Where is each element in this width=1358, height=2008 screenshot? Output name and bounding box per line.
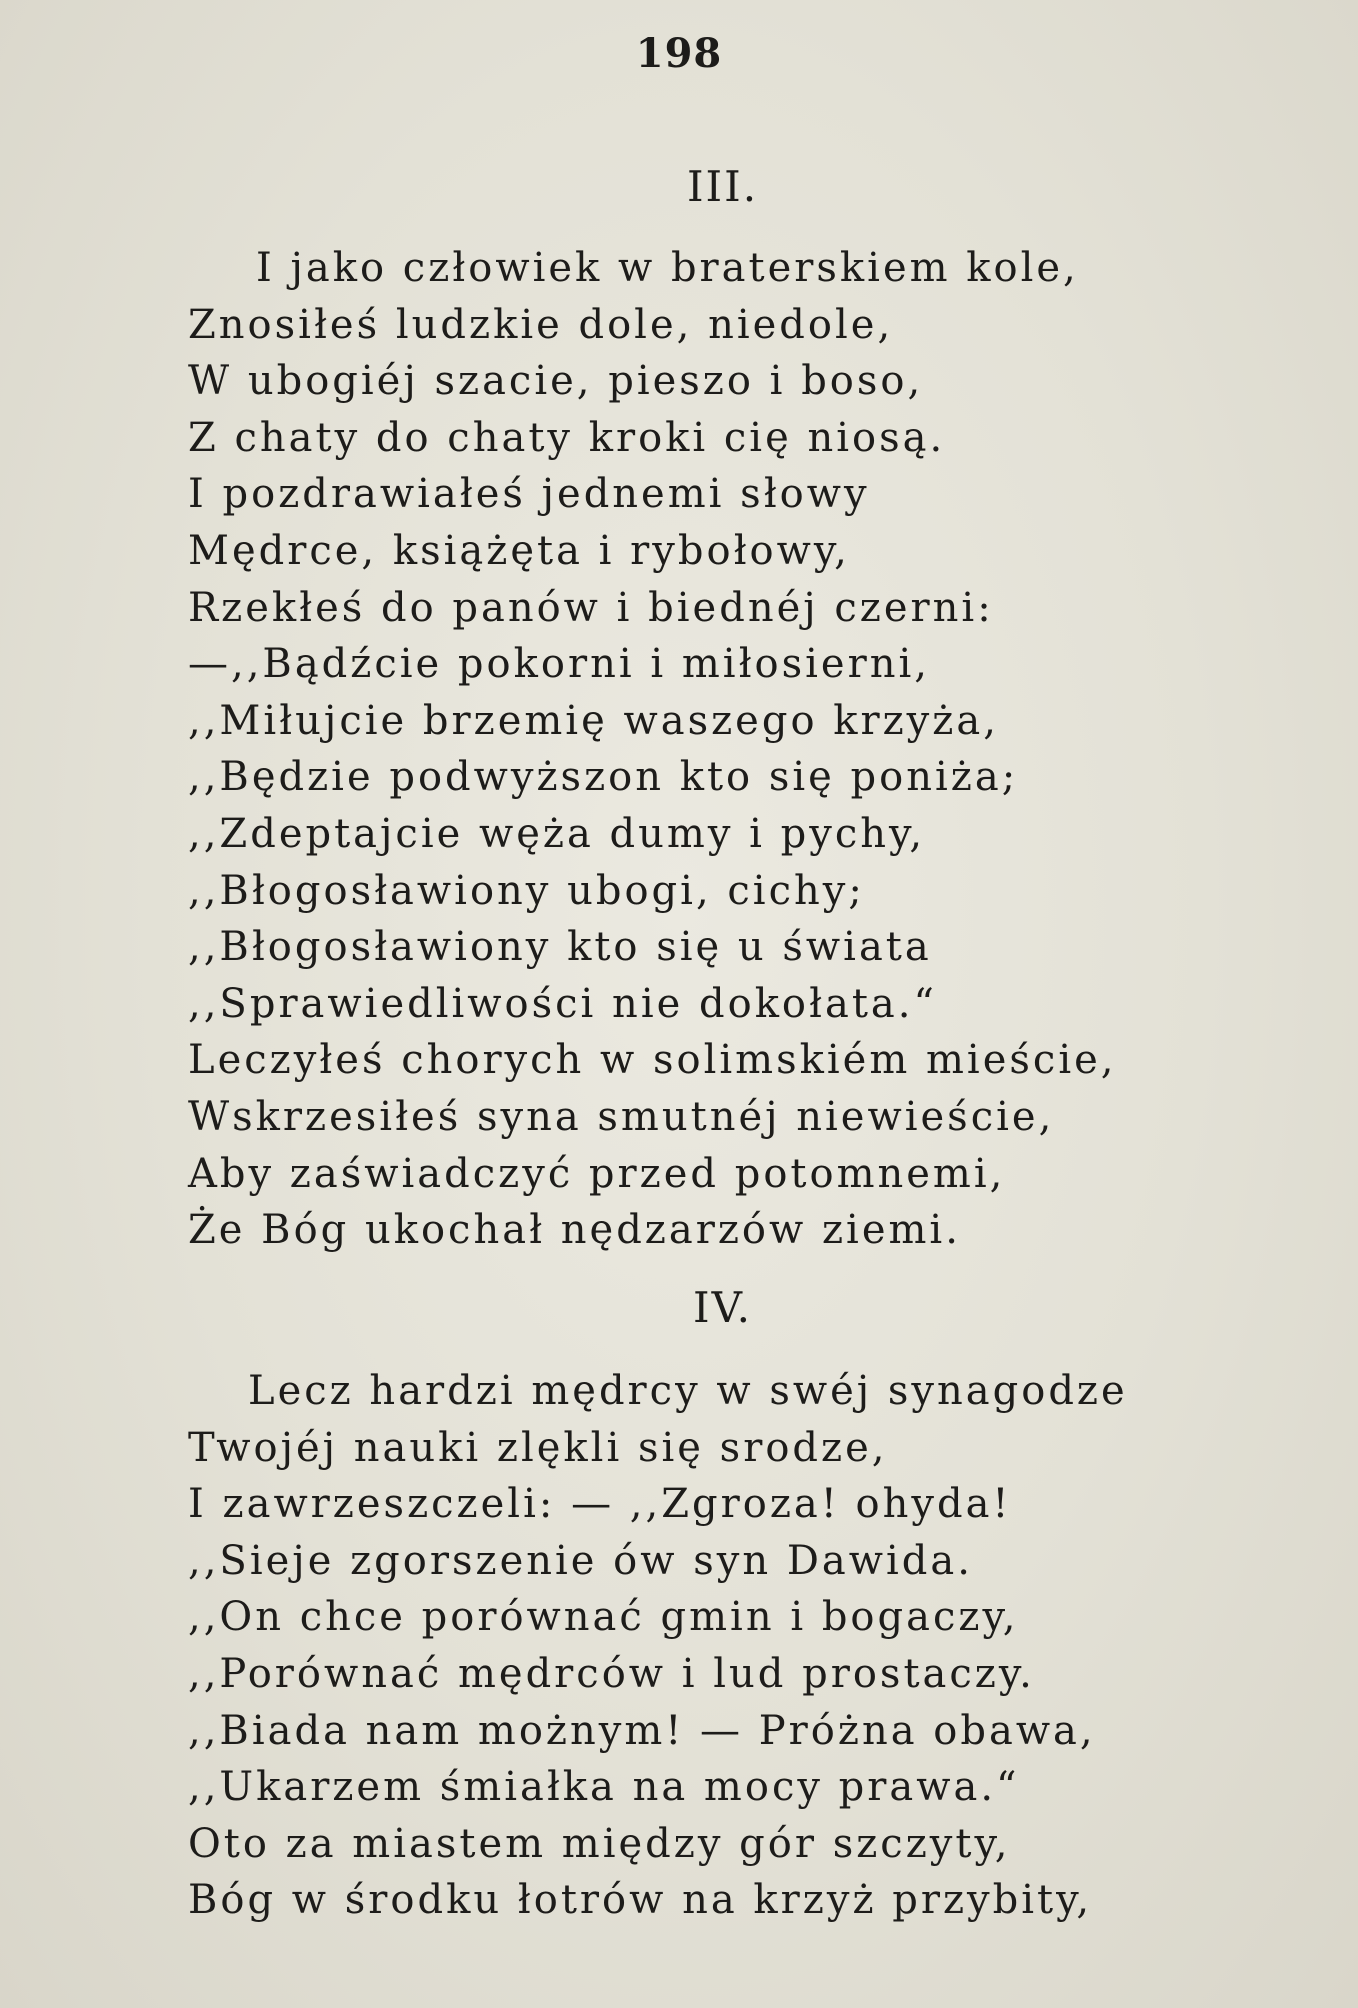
section-heading-iii: III. — [686, 162, 759, 211]
verse-line: I zawrzeszczeli: — ,,Zgroza! ohyda! — [188, 1481, 1012, 1528]
verse-line: ,,Sprawiedliwości nie dokołata.“ — [188, 980, 937, 1027]
verse-line: Że Bóg ukochał nędzarzów ziemi. — [188, 1207, 961, 1254]
verse-line: Mędrce, książęta i rybołowy, — [188, 527, 850, 574]
verse-line: I jako człowiek w braterskiem kole, — [256, 245, 1079, 291]
verse-line: Aby zaświadczyć przed potomnemi, — [188, 1150, 1006, 1197]
page-number: 198 — [635, 30, 723, 77]
verse-line: Wskrzesiłeś syna smutnéj niewieście, — [188, 1093, 1055, 1140]
verse-line: Leczyłeś chorych w solimskiém mieście, — [188, 1037, 1117, 1084]
verse-line: ,,Miłujcie brzemię waszego krzyża, — [188, 697, 999, 744]
verse-line: Oto za miastem między gór szczyty, — [188, 1820, 1011, 1867]
verse-line: Znosiłeś ludzkie dole, niedole, — [188, 301, 894, 348]
verse-line: —,,Bądźcie pokorni i miłosierni, — [188, 641, 930, 688]
verse-line: ,,Biada nam możnym! — Próżna obawa, — [188, 1707, 1096, 1754]
verse-line: ,,Sieje zgorszenie ów syn Dawida. — [188, 1537, 973, 1584]
verse-line: ,,Porównać mędrców i lud prostaczy. — [188, 1650, 1035, 1697]
verse-line: ,,On chce porównać gmin i bogaczy, — [188, 1594, 1019, 1641]
verse-line: ,,Będzie podwyższon kto się poniża; — [188, 754, 1019, 801]
verse-line: ,,Błogosławiony ubogi, cichy; — [188, 867, 865, 914]
verse-line: Rzekłeś do panów i biednéj czerni: — [188, 584, 994, 631]
verse-line: ,,Ukarzem śmiałka na mocy prawa.“ — [188, 1764, 1020, 1811]
verse-line: ,,Zdeptajcie węża dumy i pychy, — [188, 810, 926, 857]
verse-line: ,,Błogosławiony kto się u świata — [188, 924, 932, 971]
verse-line: W ubogiéj szacie, pieszo i boso, — [188, 358, 924, 405]
section-heading-iv: IV. — [693, 1283, 752, 1332]
verse-line: Lecz hardzi mędrcy w swéj synagodze — [248, 1368, 1128, 1414]
verse-line: Bóg w środku łotrów na krzyż przybity, — [188, 1877, 1093, 1924]
verse-line: I pozdrawiałeś jednemi słowy — [188, 471, 870, 518]
stanza-iii — [188, 240, 1248, 1259]
verse-line: Z chaty do chaty kroki cię niosą. — [188, 414, 946, 461]
verse-line: Twojéj nauki zlękli się srodze, — [188, 1424, 888, 1471]
stanza-iv — [188, 1363, 1248, 1929]
